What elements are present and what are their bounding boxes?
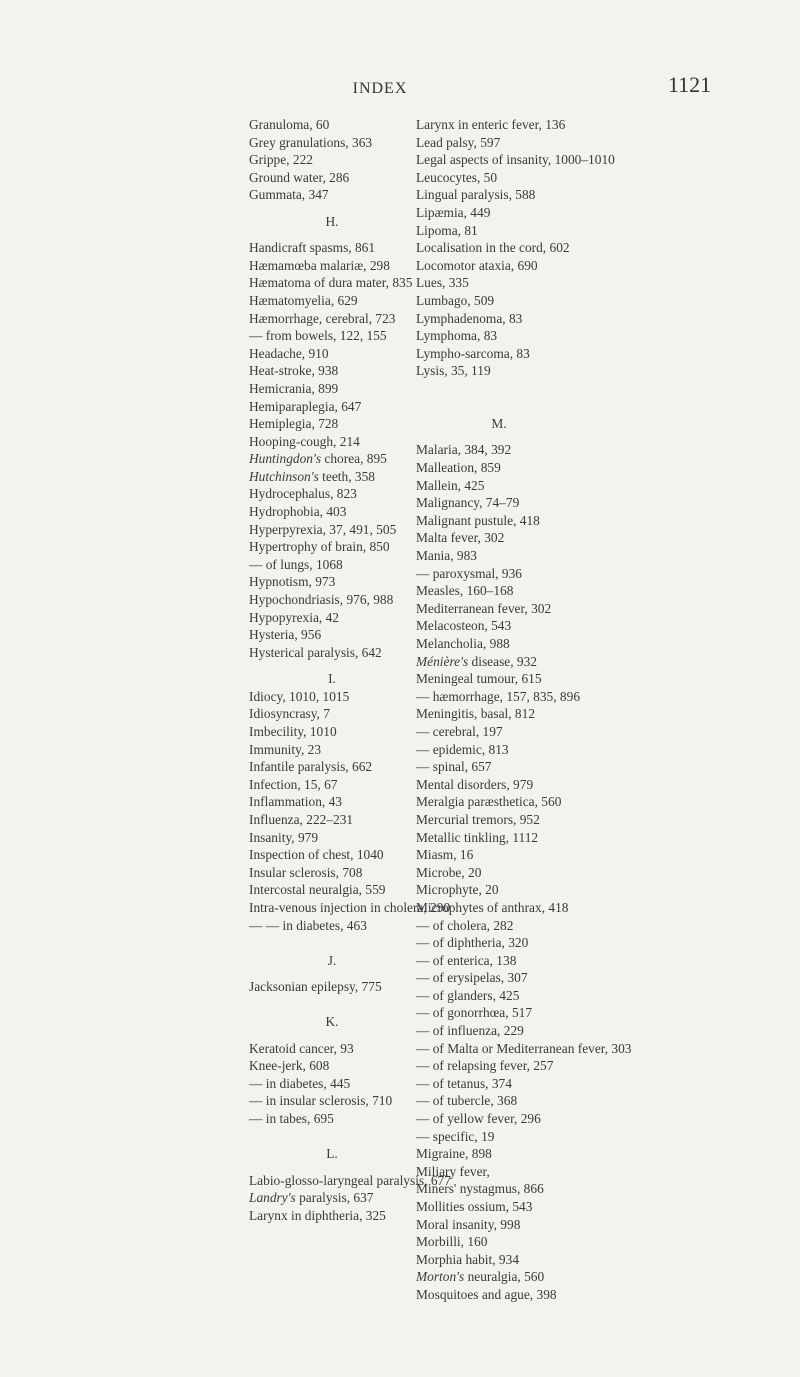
index-entry: Hemiparaplegia, 647: [249, 398, 362, 414]
index-entry: Insanity, 979: [249, 829, 319, 845]
index-entry: Morbilli, 160: [416, 1234, 488, 1250]
section-letter-i: I.: [328, 671, 336, 687]
index-entry: — of tubercle, 368: [416, 1093, 518, 1109]
page-number: 1121: [668, 72, 712, 97]
index-entry: Intra-venous injection in cholera, 290: [249, 899, 451, 915]
index-entry-huntingdon: Huntingdon's chorea, 895: [249, 451, 387, 467]
section-letter-l: L.: [326, 1146, 338, 1162]
index-entry: Lumbago, 509: [416, 292, 495, 308]
index-entry: Infantile paralysis, 662: [249, 759, 373, 775]
index-entry: Malleation, 859: [416, 460, 501, 476]
index-entry: — of relapsing fever, 257: [416, 1058, 554, 1074]
index-entry: — in diabetes, 445: [249, 1075, 351, 1091]
index-entry: — specific, 19: [416, 1128, 495, 1144]
index-entry: Mental disorders, 979: [416, 776, 534, 792]
index-entry: Hydrocephalus, 823: [249, 486, 357, 502]
index-entry: — from bowels, 122, 155: [249, 328, 387, 344]
index-entry: — in insular sclerosis, 710: [249, 1093, 393, 1109]
m-section-continued: [416, 670, 632, 1268]
index-entry-hutchinson: Hutchinson's teeth, 358: [249, 468, 375, 484]
index-entry: — hæmorrhage, 157, 835, 896: [416, 688, 581, 704]
index-entry: Meralgia paræsthetica, 560: [416, 794, 562, 810]
m-section-end: [416, 1286, 632, 1304]
index-entry: Hysterical paralysis, 642: [249, 644, 382, 660]
index-entry: Miliary fever,: [416, 1163, 490, 1179]
index-entry: Intercostal neuralgia, 559: [249, 882, 386, 898]
index-entry: Hypertrophy of brain, 850: [249, 539, 390, 555]
index-entry: Labio-glosso-laryngeal paralysis, 677: [249, 1172, 451, 1188]
index-entry: — cerebral, 197: [416, 723, 503, 739]
index-entry: Hæmatomyelia, 629: [249, 292, 358, 308]
section-letter-j: J.: [327, 952, 337, 968]
section-letter-h: H.: [325, 213, 339, 229]
index-entry: Insular sclerosis, 708: [249, 864, 363, 880]
index-entry: Lipoma, 81: [416, 222, 478, 238]
index-entry: Hæmatoma of dura mater, 835: [249, 275, 413, 291]
m-section: [416, 441, 632, 652]
index-entry: Hyperpyrexia, 37, 491, 505: [249, 521, 397, 537]
index-entry: Larynx in enteric fever, 136: [416, 117, 566, 132]
index-entry: Lingual paralysis, 588: [416, 187, 536, 203]
index-entry: Influenza, 222–231: [249, 811, 354, 827]
index-entry: Hypochondriasis, 976, 988: [249, 592, 394, 608]
index-entry: Mosquitoes and ague, 398: [416, 1286, 557, 1302]
index-entry: — of yellow fever, 296: [416, 1111, 541, 1127]
index-entry: Hysteria, 956: [249, 627, 322, 643]
index-entry: Microphyte, 20: [416, 882, 499, 898]
index-entry: Gummata, 347: [249, 187, 329, 203]
index-entry: Malignancy, 74–79: [416, 495, 520, 511]
index-entry: Localisation in the cord, 602: [416, 240, 570, 256]
index-entry: Hydrophobia, 403: [249, 504, 347, 520]
index-entry: Hypnotism, 973: [249, 574, 336, 590]
index-entry: Immunity, 23: [249, 741, 322, 757]
index-entry-morton: Morton's neuralgia, 560: [416, 1269, 545, 1285]
index-entry: Locomotor ataxia, 690: [416, 257, 538, 273]
index-entry: Mercurial tremors, 952: [416, 811, 540, 827]
index-entry: Lympho-sarcoma, 83: [416, 345, 530, 361]
index-entry: Mediterranean fever, 302: [416, 600, 552, 616]
index-entry: Metallic tinkling, 1112: [416, 829, 539, 845]
index-entry: Lymphoma, 83: [416, 328, 498, 344]
index-entry: Keratoid cancer, 93: [249, 1040, 354, 1056]
index-entry: — of cholera, 282: [416, 917, 514, 933]
index-entry: Migraine, 898: [416, 1146, 492, 1162]
index-entry: Lues, 335: [416, 275, 469, 291]
index-entry: Hemicrania, 899: [249, 380, 339, 396]
index-entry: Lead palsy, 597: [416, 134, 501, 150]
index-entry: Hæmamœba malariæ, 298: [249, 257, 390, 273]
section-letter-m: M.: [491, 416, 507, 432]
index-entry: Morphia habit, 934: [416, 1251, 520, 1267]
index-entry: — of diphtheria, 320: [416, 935, 529, 951]
index-entry: — of Malta or Mediterranean fever, 303: [416, 1040, 632, 1056]
index-entry: Malaria, 384, 392: [416, 442, 512, 458]
index-entry: Jacksonian epilepsy, 775: [249, 979, 382, 995]
index-entry: — in tabes, 695: [249, 1111, 334, 1127]
index-entry: Lipæmia, 449: [416, 204, 491, 220]
index-entry: — of erysipelas, 307: [416, 970, 528, 986]
index-entry: Idiosyncrasy, 7: [249, 706, 330, 722]
index-entry: Lysis, 35, 119: [416, 363, 491, 379]
page-header-title: INDEX: [352, 80, 408, 97]
index-entry: Headache, 910: [249, 345, 329, 361]
index-entry: — of tetanus, 374: [416, 1075, 512, 1091]
index-entry: Measles, 160–168: [416, 583, 514, 599]
index-entry: Mania, 983: [416, 548, 477, 564]
index-entry: Malta fever, 302: [416, 530, 505, 546]
index-entry: Miners' nystagmus, 866: [416, 1181, 544, 1197]
index-entry: — of influenza, 229: [416, 1023, 524, 1039]
index-entry: Ground water, 286: [249, 169, 350, 185]
index-entry: — paroxysmal, 936: [416, 565, 522, 581]
index-entry-landry: Landry's paralysis, 637: [249, 1190, 374, 1206]
index-entry: Malignant pustule, 418: [416, 512, 540, 528]
index-entry: Moral insanity, 998: [416, 1216, 521, 1232]
index-entry: Inflammation, 43: [249, 794, 342, 810]
index-entry: Inspection of chest, 1040: [249, 847, 384, 863]
index-entry: — — in diabetes, 463: [249, 917, 367, 933]
index-entry: Grey granulations, 363: [249, 134, 373, 150]
index-entry: Idiocy, 1010, 1015: [249, 688, 350, 704]
index-entry: Meningeal tumour, 615: [416, 671, 542, 687]
index-entry: Granuloma, 60: [249, 117, 330, 132]
index-entry: Imbecility, 1010: [249, 723, 337, 739]
index-entry: Hemiplegia, 728: [249, 416, 339, 432]
index-entry: Handicraft spasms, 861: [249, 240, 376, 256]
index-entry: — of lungs, 1068: [249, 556, 343, 572]
index-entry: Hypopyrexia, 42: [249, 609, 339, 625]
index-entry: Mallein, 425: [416, 477, 485, 493]
index-entry: — of glanders, 425: [416, 987, 520, 1003]
index-entry: Meningitis, basal, 812: [416, 706, 536, 722]
index-entry: Leucocytes, 50: [416, 169, 498, 185]
index-entry: — of enterica, 138: [416, 952, 517, 968]
section-letter-k: K.: [325, 1014, 339, 1030]
index-entry: Legal aspects of insanity, 1000–1010: [416, 152, 615, 168]
index-entry: Melancholia, 988: [416, 636, 510, 652]
index-entry: Microphytes of anthrax, 418: [416, 899, 569, 915]
index-entry: Knee-jerk, 608: [249, 1058, 330, 1074]
index-entry: Hæmorrhage, cerebral, 723: [249, 310, 396, 326]
index-entry: — spinal, 657: [416, 759, 492, 775]
index-entry: — of gonorrhœa, 517: [416, 1005, 533, 1021]
index-entry: Lymphadenoma, 83: [416, 310, 523, 326]
index-entry-meniere: Ménière's disease, 932: [416, 653, 538, 669]
index-entry: — epidemic, 813: [416, 741, 509, 757]
index-entry: Melacosteon, 543: [416, 618, 512, 634]
index-entry: Infection, 15, 67: [249, 776, 338, 792]
index-entry: Grippe, 222: [249, 152, 313, 168]
index-entry: Microbe, 20: [416, 864, 482, 880]
index-entry: Miasm, 16: [416, 847, 474, 863]
index-entry: Mollities ossium, 543: [416, 1199, 533, 1215]
index-entry: Heat-stroke, 938: [249, 363, 339, 379]
l-section-right: [416, 116, 632, 380]
index-entry: Hooping-cough, 214: [249, 433, 360, 449]
index-entry: Larynx in diphtheria, 325: [249, 1207, 386, 1223]
right-column: [416, 116, 632, 1304]
